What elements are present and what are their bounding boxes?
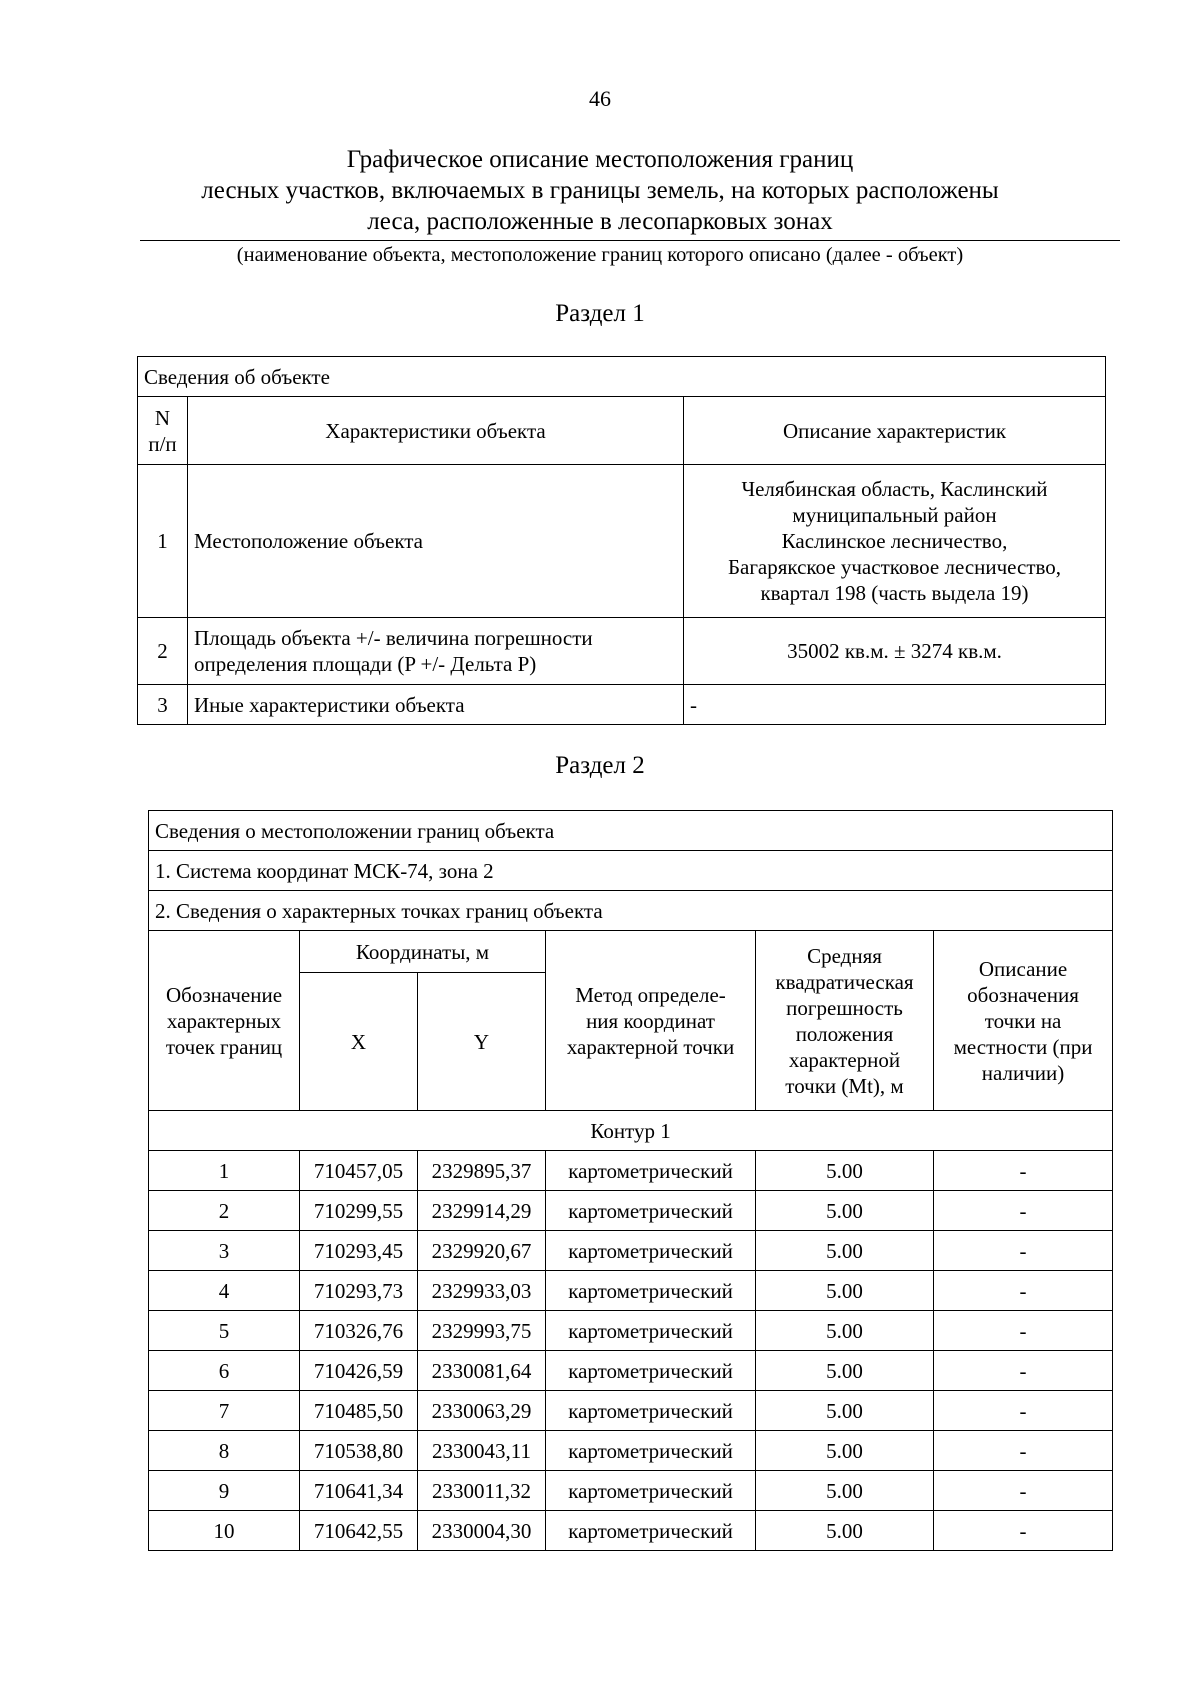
point-mt: 5.00 [756,1471,934,1511]
point-method: картометрический [546,1231,756,1271]
header-line: квадратическая [775,969,914,994]
row-description [684,465,1106,618]
header-line: характерной точки [566,1034,735,1059]
title-line-1: Графическое описание местоположения границ [346,146,854,173]
point-x: 710426,59 [300,1351,418,1391]
table-row [149,1471,1113,1511]
header-line: погрешность [786,995,903,1020]
point-mt: 5.00 [756,1391,934,1431]
title-caption: (наименование объекта, местоположение границ которого описано (далее - объект) [236,244,964,266]
row-description: - [684,685,1106,725]
table-row [149,1391,1113,1431]
point-id: 8 [149,1431,300,1471]
point-description: - [934,1271,1113,1311]
table-row [138,618,1106,685]
title-line-2: лесных участков, включаемых в границы земель, на которых расположены [201,177,999,204]
point-x: 710641,34 [300,1471,418,1511]
description-line: муниципальный район [792,503,997,527]
point-x: 710538,80 [300,1431,418,1471]
point-y: 2329895,37 [418,1151,546,1191]
table-row [149,1511,1113,1551]
point-id: 10 [149,1511,300,1551]
point-x: 710457,05 [300,1151,418,1191]
document-title [0,144,1200,237]
header-line: точки (Mt), м [785,1073,904,1098]
table-row [149,1151,1113,1191]
header-num [138,397,188,465]
title-line-3: леса, расположенные в лесопарковых зонах [367,208,833,235]
header-coordinates: Координаты, м [300,931,546,973]
point-description: - [934,1151,1113,1191]
header-line: наличии) [981,1060,1065,1085]
characteristic-line: определения площади (P +/- Дельта P) [194,652,537,676]
point-id: 1 [149,1151,300,1191]
row-num: 2 [138,618,188,685]
row-characteristic: Местоположение объекта [188,465,684,618]
point-method: картометрический [546,1151,756,1191]
header-line: Метод определе- [575,982,726,1007]
header-line: характерной [788,1047,901,1072]
header-line: Средняя [807,943,882,968]
point-y: 2330043,11 [418,1431,546,1471]
table-row [149,1351,1113,1391]
header-method [546,931,756,1111]
header-num-line-1: N [154,405,171,430]
row-characteristic: Иные характеристики объекта [188,685,684,725]
point-description: - [934,1311,1113,1351]
point-method: картометрический [546,1311,756,1351]
point-y: 2329920,67 [418,1231,546,1271]
point-method: картометрический [546,1191,756,1231]
point-id: 6 [149,1351,300,1391]
point-y: 2330004,30 [418,1511,546,1551]
header-description: Описание характеристик [684,397,1106,465]
description-line: квартал 198 (часть выдела 19) [760,581,1029,605]
point-description: - [934,1511,1113,1551]
point-method: картометрический [546,1431,756,1471]
header-error [756,931,934,1111]
boundary-points-table [148,810,1113,1551]
table-row [149,1271,1113,1311]
header-line: положения [795,1021,894,1046]
point-description: - [934,1431,1113,1471]
point-mt: 5.00 [756,1271,934,1311]
table-row [149,1311,1113,1351]
contour-label: Контур 1 [149,1111,1113,1151]
point-id: 2 [149,1191,300,1231]
point-method: картометрический [546,1351,756,1391]
header-line: характерных [166,1008,282,1033]
point-id: 3 [149,1231,300,1271]
point-mt: 5.00 [756,1351,934,1391]
point-x: 710299,55 [300,1191,418,1231]
point-description: - [934,1391,1113,1431]
title-underline [140,240,1120,241]
header-x: X [300,973,418,1111]
point-x: 710326,76 [300,1311,418,1351]
point-mt: 5.00 [756,1511,934,1551]
row-num: 3 [138,685,188,725]
description-line: Багарякское участковое лесничество, [727,555,1062,579]
point-mt: 5.00 [756,1191,934,1231]
row-description: 35002 кв.м. ± 3274 кв.м. [684,618,1106,685]
header-line: ния координат [586,1008,715,1033]
table-row [138,685,1106,725]
row-num: 1 [138,465,188,618]
point-y: 2330011,32 [418,1471,546,1511]
header-line: точек границ [165,1034,283,1059]
point-id: 4 [149,1271,300,1311]
point-y: 2330081,64 [418,1351,546,1391]
section-2-heading: Раздел 2 [555,752,645,779]
point-method: картометрический [546,1271,756,1311]
point-id: 5 [149,1311,300,1351]
point-method: картометрический [546,1391,756,1431]
description-line: Каслинское лесничество, [781,529,1008,553]
header-y: Y [418,973,546,1111]
point-mt: 5.00 [756,1231,934,1271]
table-row [149,1231,1113,1271]
point-mt: 5.00 [756,1311,934,1351]
table-row [149,1431,1113,1471]
point-description: - [934,1351,1113,1391]
point-method: картометрический [546,1471,756,1511]
point-method: картометрический [546,1511,756,1551]
header-designation [149,931,300,1111]
point-description: - [934,1191,1113,1231]
header-line: точки на [984,1008,1062,1033]
header-line: обозначения [967,982,1079,1007]
point-y: 2330063,29 [418,1391,546,1431]
page-number: 46 [589,86,611,111]
object-info-table [137,356,1106,725]
point-id: 9 [149,1471,300,1511]
point-description: - [934,1471,1113,1511]
characteristic-line: Площадь объекта +/- величина погрешности [194,626,593,650]
boundary-table-title: Сведения о местоположении границ объекта [149,811,1113,851]
header-characteristic: Характеристики объекта [188,397,684,465]
row-characteristic [188,618,684,685]
coordinate-system: 1. Система координат МСК-74, зона 2 [149,851,1113,891]
table-row [138,465,1106,618]
points-title: 2. Сведения о характерных точках границ объекта [149,891,1113,931]
point-x: 710293,45 [300,1231,418,1271]
table-row [149,1191,1113,1231]
header-num-line-2: п/п [148,431,177,456]
point-x: 710642,55 [300,1511,418,1551]
header-line: Описание [978,956,1068,981]
point-mt: 5.00 [756,1151,934,1191]
point-y: 2329933,03 [418,1271,546,1311]
description-line: Челябинская область, Каслинский [741,477,1048,501]
point-id: 7 [149,1391,300,1431]
point-description: - [934,1231,1113,1271]
points-body [149,1151,1113,1551]
object-info-title: Сведения об объекте [138,357,1106,397]
point-mt: 5.00 [756,1431,934,1471]
point-y: 2329993,75 [418,1311,546,1351]
point-x: 710485,50 [300,1391,418,1431]
header-line: Обозначение [165,982,283,1007]
header-point-description [934,931,1113,1111]
point-x: 710293,73 [300,1271,418,1311]
point-y: 2329914,29 [418,1191,546,1231]
section-1-heading: Раздел 1 [555,300,645,327]
header-line: местности (при [953,1034,1093,1059]
